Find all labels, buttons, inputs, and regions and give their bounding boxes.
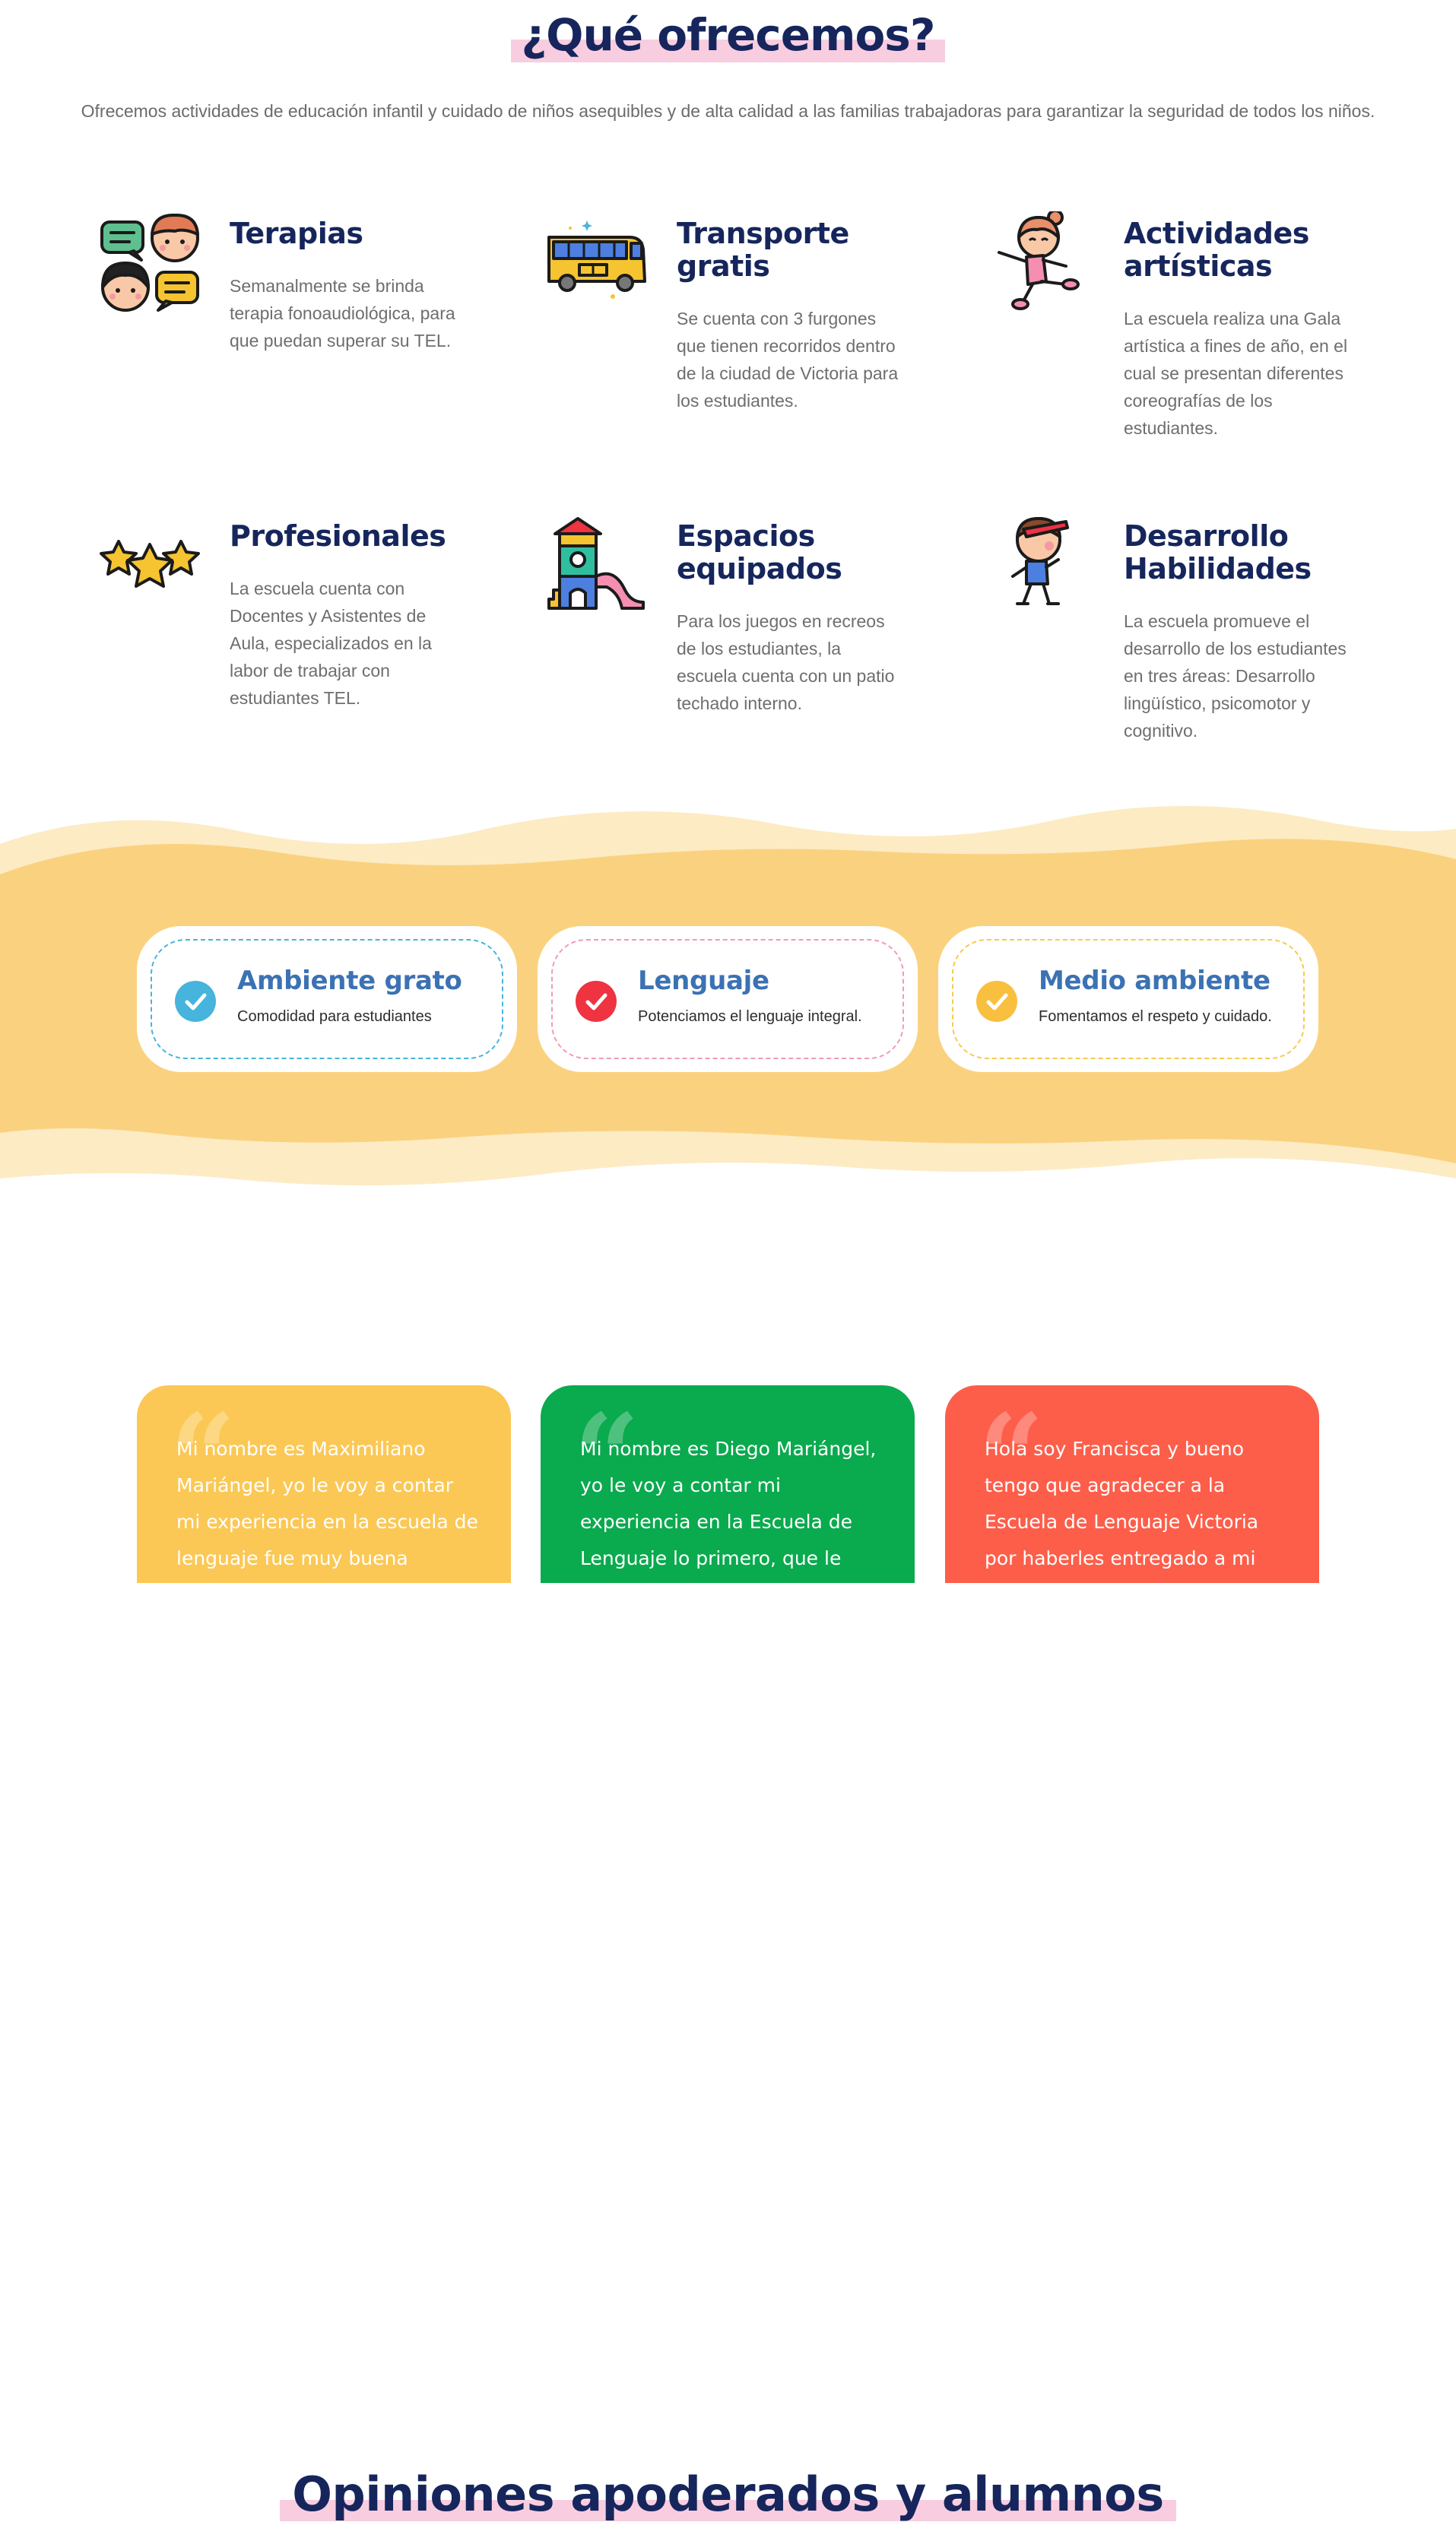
quote-icon: “ <box>979 1389 1045 1523</box>
feature-title: Desarrollo Habilidades <box>1124 519 1312 585</box>
check-circle-icon <box>976 981 1017 1022</box>
opinions-title: Opiniones apoderados y alumnos <box>292 2466 1164 2522</box>
feature-title: Transporte gratis <box>677 217 849 283</box>
feature-text: Semanalmente se brinda terapia fonoaudiológica, para que puedan superar su TEL. <box>230 276 455 351</box>
value-badge-ambiente <box>137 926 517 1072</box>
opinion-text: Mi nombre es Diego Mariángel, yo le voy a contar mi experiencia en la Escuela de Lenguaje lo primero, que le <box>580 1438 877 1569</box>
value-badge-medio-ambiente <box>938 926 1318 1072</box>
check-circle-icon <box>175 981 216 1022</box>
feature-desarrollo <box>993 514 1419 765</box>
opinion-card <box>137 1385 511 1583</box>
check-circle-icon <box>576 981 617 1022</box>
feature-actividades <box>993 211 1419 462</box>
feature-text: La escuela realiza una Gala artística a fines de año, en el cual se presentan diferentes coreografías de los estudiantes. <box>1124 309 1348 438</box>
value-subtitle: Comodidad para estudiantes <box>237 1008 432 1025</box>
opinion-card <box>945 1385 1319 1583</box>
value-badge-lenguaje <box>538 926 918 1072</box>
quote-icon: “ <box>170 1389 236 1523</box>
feature-title: Espacios equipados <box>677 519 842 585</box>
opinion-text: Hola soy Francisca y bueno tengo que agradecer a la Escuela de Lenguaje Victoria por haberles entregado a mi <box>985 1438 1259 1569</box>
feature-terapias <box>99 211 525 462</box>
feature-text: Para los juegos en recreos de los estudiantes, la escuela cuenta con un patio techado interno. <box>677 611 895 713</box>
value-title: Medio ambiente <box>1039 966 1270 996</box>
opinion-text: Mi nombre es Maximiliano Mariángel, yo le voy a contar mi experiencia en la escuela de lenguaje fue muy buena <box>176 1438 478 1569</box>
speech-bubbles-kids-icon <box>99 211 201 314</box>
offer-title: ¿Qué ofrecemos? <box>522 9 935 61</box>
feature-title: Profesionales <box>230 519 446 553</box>
opinion-card <box>541 1385 915 1583</box>
dancing-girl-icon <box>993 211 1096 314</box>
offer-intro: Ofrecemos actividades de educación infantil y cuidado de niños asequibles y de alta calidad a las familias trabajadoras para garantizar la seguridad de todos los niños. <box>81 101 1375 121</box>
playground-slide-icon <box>546 514 649 617</box>
running-boy-icon <box>993 514 1096 617</box>
feature-profesionales <box>99 514 525 765</box>
value-title: Lenguaje <box>638 966 769 996</box>
value-subtitle: Potenciamos el lenguaje integral. <box>638 1008 862 1025</box>
quote-icon: “ <box>574 1389 640 1523</box>
feature-transporte <box>546 211 972 462</box>
value-title: Ambiente grato <box>237 966 462 996</box>
feature-title: Actividades artísticas <box>1124 217 1309 283</box>
value-subtitle: Fomentamos el respeto y cuidado. <box>1039 1008 1272 1025</box>
feature-espacios <box>546 514 972 765</box>
school-bus-icon <box>546 211 649 314</box>
feature-text: La escuela promueve el desarrollo de los estudiantes en tres áreas: Desarrollo lingüístico, psicomotor y cognitivo. <box>1124 611 1347 741</box>
feature-title: Terapias <box>230 217 363 250</box>
three-stars-icon <box>99 514 201 617</box>
feature-text: Se cuenta con 3 furgones que tienen recorridos dentro de la ciudad de Victoria para los estudiantes. <box>677 309 899 411</box>
feature-text: La escuela cuenta con Docentes y Asistentes de Aula, especializados en la labor de trabajar con estudiantes TEL. <box>230 579 432 708</box>
